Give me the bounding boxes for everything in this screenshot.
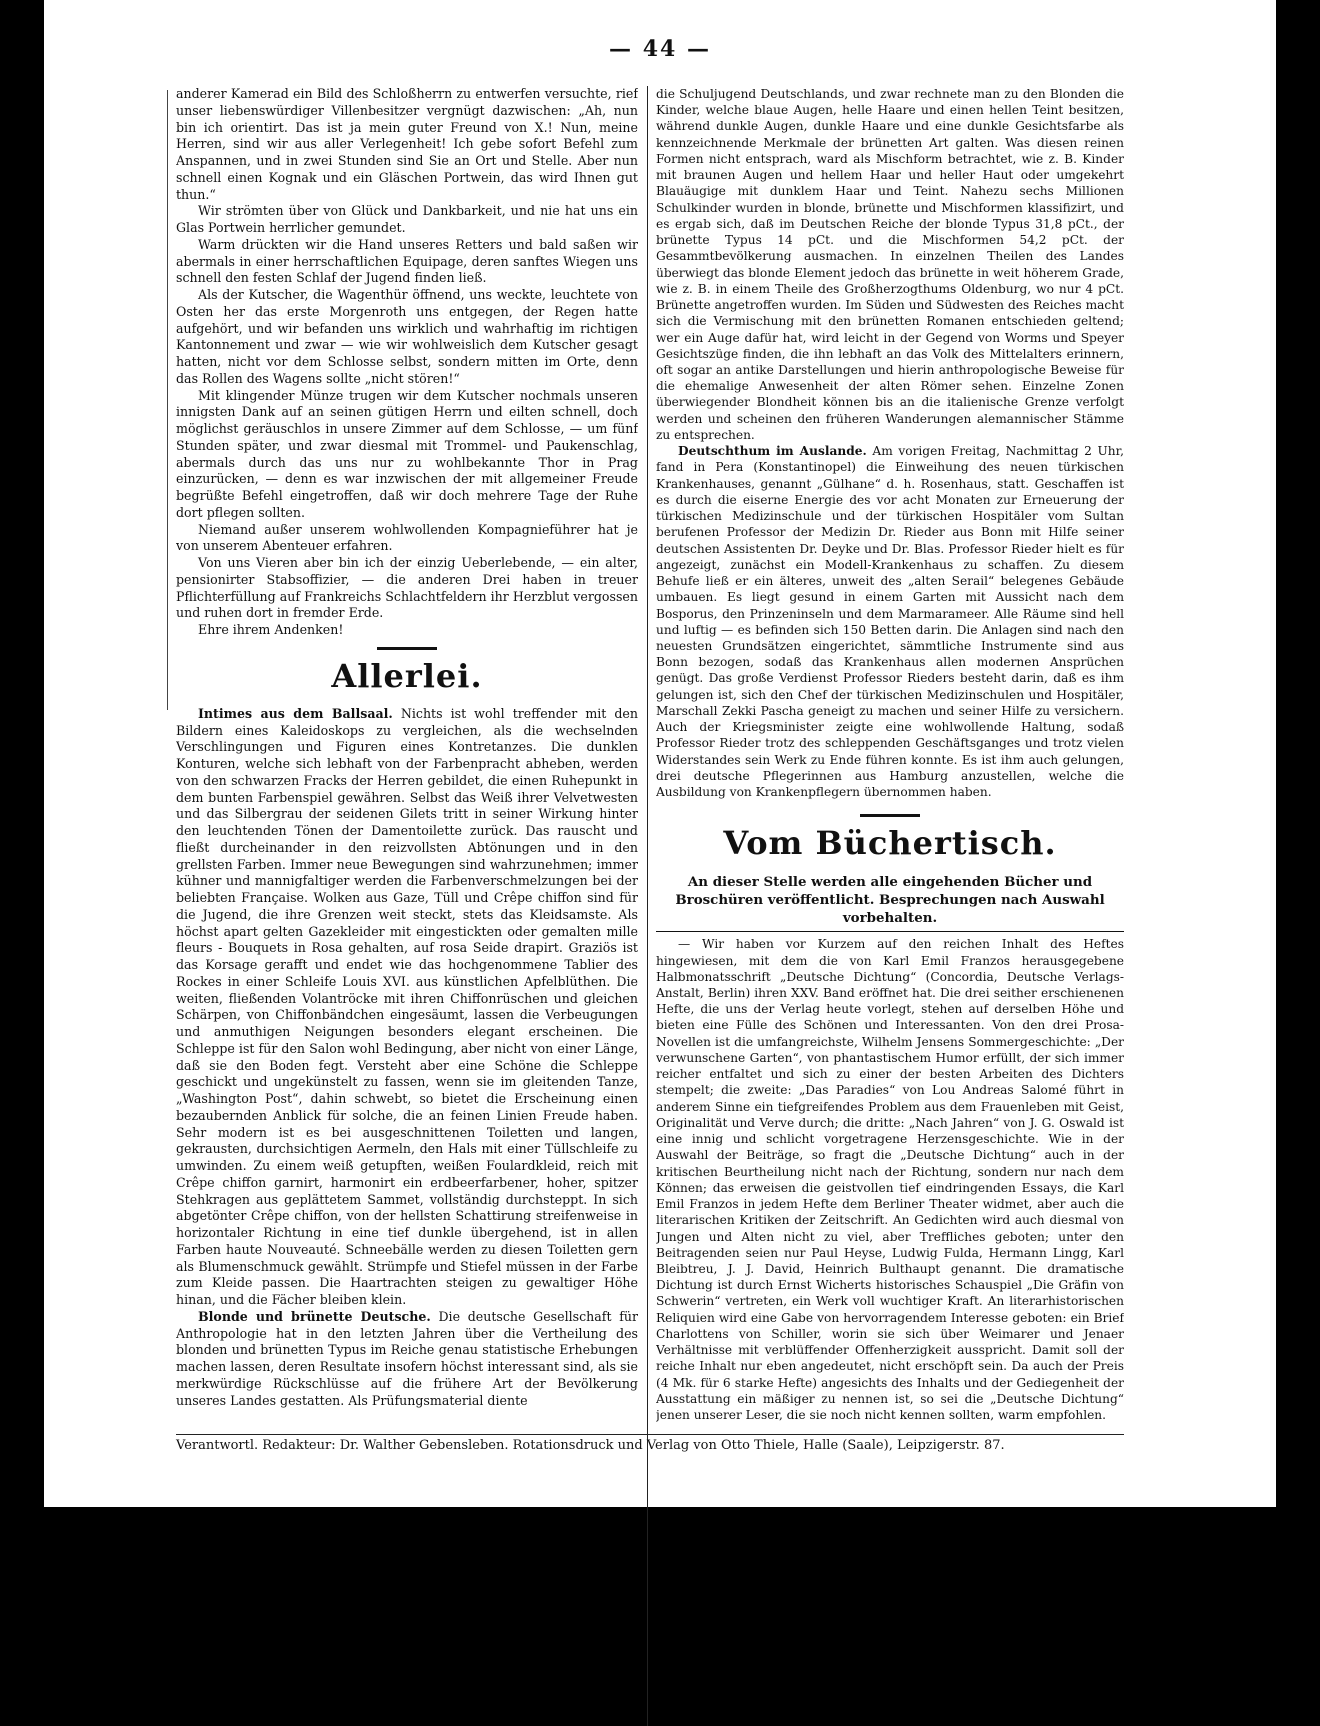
newspaper-page bbox=[44, 0, 1276, 1507]
article-body: Am vorigen Freitag, Nachmittag 2 Uhr, fand in Pera (Konstantinopel) die Einweihung des neuen türkischen Krankenhauses, genannt „Gülhane“ d. h. Rosenhaus, statt. Geschaffen ist es durch die eiserne Energie des vor acht Monaten zur Erneuerung der türkischen Medizinschule und der türkischen Hospitäler vom Sultan berufenen Professor der Medizin Dr. Rieder aus Bonn mit Hilfe seiner deutschen Assistenten Dr. Deyke und Dr. Blas. Professor Rieder hielt es für angezeigt, zunächst ein Modell-Krankenhaus zu schaffen. Zu diesem Behufe ließ er ein älteres, unweit des „alten Serail“ belegenes Gebäude umbauen. Es liegt gesund in einem Garten mit Aussicht nach dem Bosporus, den Prinzeninseln und dem Marmarameer. Alle Räume sind hell und luftig — es befinden sich 150 Betten darin. Die Anlagen sind nach den neuesten Grundsätzen eingerichtet, sämmtliche Instrumente sind aus Bonn bezogen, sodaß das Krankenhaus allen modernen Ansprüchen genügt. Das große Verdienst Professor Rieders besteht darin, daß es ihm gelungen ist, sich den Chef der türkischen Medizinschulen und Hospitäler, Marschall Zekki Pascha geneigt zu machen und seiner Hilfe zu versichern. Auch der Kriegsminister zeigte eine wohlwollende Haltung, sodaß Professor Rieder trotz des schleppenden Geschäftsganges und trotz vielen Widerstandes sein Werk zu Ende führen konnte. Es ist ihm auch gelungen, drei deutsche Pflegerinnen aus Hamburg anzustellen, welche die Ausbildung von Krankenpflegern übernommen haben. bbox=[656, 444, 1124, 800]
story-paragraph: Wir strömten über von Glück und Dankbarkeit, und nie hat uns ein Glas Portwein herrlicher gemundet. bbox=[176, 203, 638, 235]
story-paragraph: Mit klingender Münze trugen wir dem Kutscher nochmals unseren innigsten Dank auf an seinen gütigen Herrn und eilten schnell, doch möglichst geräuschlos in unsere Zimmer auf dem Schlosse, — um fünf Stunden später, und zwar diesmal mit Trommel- und Paukenschlag, abermals durch das uns nur zu wohlbekannte Thor in Prag einzurücken, — denn es war inzwischen der mit allgemeiner Freude begrüßte Befehl eingetroffen, daß wir doch mehrere Tage der Ruhe dort pflegen sollten. bbox=[176, 387, 638, 520]
article-lead: Intimes aus dem Ballsaal. bbox=[198, 705, 393, 721]
story-paragraph: Als der Kutscher, die Wagenthür öffnend, uns weckte, leuchtete von Osten her das erste Morgenroth uns entgegen, der Regen hatte aufgehört, und wir befanden uns wirklich und wahrhaftig im richtigen Kantonnement und zwar — wie wir wohlweislich dem Kutscher gesagt hatten, nicht vor dem Schlosse selbst, sondern mitten im Orte, denn das Rollen des Wagens sollte „nicht stören!“ bbox=[176, 287, 638, 386]
left-column bbox=[176, 86, 638, 1409]
article-lead: Deutschthum im Auslande. bbox=[678, 444, 867, 459]
story-paragraph: Ehre ihrem Andenken! bbox=[198, 622, 344, 637]
story-paragraph: anderer Kamerad ein Bild des Schloßherrn zu entwerfen versuchte, rief unser liebenswürdiger Villenbesitzer vergnügt dazwischen: „Ah, nun bin ich orientirt. Das ist ja mein guter Freund von X.! Nun, meine Herren, sind wir aus aller Verlegenheit! Ich gebe sofort Befehl zum Anspannen, und in zwei Stunden sind Sie an Ort und Stelle. Aber nun schnell einen Kognak und ein Gläschen Portwein, das wird Ihnen gut thun.“ bbox=[176, 86, 638, 202]
right-column bbox=[656, 86, 1124, 1423]
page-number: — 44 — bbox=[609, 36, 711, 62]
book-review: — Wir haben vor Kurzem auf den reichen Inhalt des Heftes hingewiesen, mit dem die von Karl Emil Franzos herausgegebene Halbmonatsschrift „Deutsche Dichtung“ (Concordia, Deutsche Verlags-Anstalt, Berlin) ihren XXV. Band eröffnet hat. Die drei seither erschienenen Hefte, die uns der Verlag heute vorlegt, stehen auf derselben Höhe und bieten eine Fülle des Schönen und Interessanten. Von den drei Prosa-Novellen ist die umfangreichste, Wilhelm Jensens Sommergeschichte: „Der verwunschene Garten“, von phantastischem Humor erfüllt, der sich immer reicher entfaltet und sich zu einer der besten Arbeiten des Dichters stempelt; die zweite: „Das Paradies“ von Lou Andreas Salomé führt in anderem Sinne ein tiefgreifendes Problem aus dem Frauenleben mit Geist, Originalität und Verve durch; die dritte: „Nach Jahren“ von J. G. Oswald ist eine innig und schlicht vorgetragene Herzensgeschichte. Wie in der Auswahl der Beiträge, so fragt die „Deutsche Dichtung“ auch in der kritischen Beurtheilung nicht nach der Richtung, sondern nur nach dem Können; das erweisen die geistvollen tief eindringenden Essays, die Karl Emil Franzos in jedem Hefte dem Berliner Theater widmet, aber auch die literarischen Kritiken der Zeitschrift. An Gedichten wird auch diesmal von Jungen und Alten nicht zu viel, aber Treffliches geboten; unter den Beitragenden seien nur Paul Heyse, Ludwig Fulda, Hermann Lingg, Karl Bleibtreu, J. J. David, Heinrich Bulthaupt genannt. Die dramatische Dichtung ist durch Ernst Wicherts historisches Schauspiel „Die Gräfin von Schwerin“ vertreten, ein Werk voll wuchtiger Kraft. An literarhistorischen Reliquien wird eine Gabe von hervorragendem Interesse geboten: ein Brief Charlottens von Schiller, worin sie sich über Weimarer und Jenaer Verhältnisse mit verblüffender Offenherzigkeit ausspricht. Damit soll der reiche Inhalt nur eben angedeutet, nicht erschöpft sein. Da auch der Preis (4 Mk. für 6 starke Hefte) angesichts des Inhalts und der Gediegenheit der Ausstattung ein mäßiger zu nennen ist, so sei die „Deutsche Dichtung“ jenen unserer Leser, die sie noch nicht kennen sollten, warm empfohlen. bbox=[656, 937, 1124, 1423]
article-continuation: die Schuljugend Deutschlands, und zwar rechnete man zu den Blonden die Kinder, welche blaue Augen, helle Haare und einen hellen Teint besitzen, während dunkle Augen, dunkle Haare und eine dunkle Gesichtsfarbe als kennzeichnende Merkmale der brünetten Art galten. Was diesen reinen Formen nicht entsprach, ward als Mischform betrachtet, wie z. B. Kinder mit braunen Augen und hellem Haar und heller Haut oder umgekehrt Blauäugige mit dunklem Haar und Teint. Nahezu sechs Millionen Schulkinder wurden in blonde, brünette und Mischformen klassifizirt, und es ergab sich, daß im Deutschen Reiche der blonde Typus 31,8 pCt., der brünette Typus 14 pCt. und die Mischformen 54,2 pCt. der Gesammtbevölkerung ausmachen. In einzelnen Theilen des Landes überwiegt das blonde Element jedoch das brünette in weit höherem Grade, wie z. B. in einem Theile des Großherzogthums Oldenburg, wo nur 4 pCt. Brünette angetroffen wurden. Im Süden und Südwesten des Reiches macht sich die Vermischung mit den brünetten Romanen entschieden geltend; wer ein Auge dafür hat, wird leicht in der Gegend von Worms und Speyer Gesichtszüge finden, die ihn lebhaft an das Volk des Mittelalters erinnern, oft sogar an antike Darstellungen und hierin anthropologische Beweise für die ehemalige Anwesenheit der alten Römer sehen. Einzelne Zonen überwiegender Blondheit können bis an die italienische Grenze verfolgt werden und scheinen den früheren Wanderungen alemannischer Stämme zu entsprechen. bbox=[656, 87, 1124, 442]
story-paragraph: Von uns Vieren aber bin ich der einzig Ueberlebende, — ein alter, pensionirter Stabsoffizier, — die anderen Drei haben in treuer Pflichterfüllung auf Frankreichs Schlachtfeldern ihr Herzblut vergossen und ruhen dort in fremder Erde. bbox=[176, 555, 638, 621]
column-divider bbox=[647, 86, 648, 1726]
left-margin-rule bbox=[167, 90, 168, 710]
article-intimes bbox=[176, 706, 638, 1309]
article-body: Die deutsche Gesellschaft für Anthropologie hat in den letzten Jahren über die Vertheilung des blonden und brünetten Typus im Reiche genau statistische Erhebungen machen lassen, deren Resultate insofern höchst interessant sind, als sie merkwürdige Rückschlüsse auf die frühere Art der Bevölkerung unseres Landes gestatten. Als Prüfungsmaterial diente bbox=[176, 1308, 638, 1408]
story-paragraph: Niemand außer unserem wohlwollenden Kompagnieführer hat je von unserem Abenteuer erfahren. bbox=[176, 521, 638, 554]
section-heading-allerlei: Allerlei. bbox=[331, 656, 483, 695]
article-blonde bbox=[176, 1309, 638, 1410]
section-divider bbox=[377, 647, 437, 650]
editorial-notice: An dieser Stelle werden alle eingehenden Bücher und Broschüren veröffentlicht. Besprechungen nach Auswahl vorbehalten. bbox=[675, 874, 1105, 927]
notice-rule bbox=[656, 931, 1124, 932]
section-divider bbox=[860, 814, 920, 817]
story-paragraph: Warm drückten wir die Hand unseres Retters und bald saßen wir abermals in einer herrschaftlichen Equipage, deren sanftes Wiegen uns schnell den festen Schlaf der Jugend finden ließ. bbox=[176, 236, 638, 286]
imprint-footer: Verantwortl. Redakteur: Dr. Walther Gebensleben. Rotationsdruck und Verlag von Otto Thiele, Halle (Saale), Leipzigerstr. 87. bbox=[176, 1434, 1124, 1455]
article-lead: Blonde und brünette Deutsche. bbox=[198, 1308, 431, 1324]
article-auslande bbox=[656, 443, 1124, 800]
article-body: Nichts ist wohl treffender mit den Bildern eines Kaleidoskops zu vergleichen, als die wechselnden Verschlingungen und Figuren eines Kontretanzes. Die dunklen Konturen, welche sich lebhaft von der Farbenpracht abheben, werden von den schwarzen Fracks der Herren gebildet, die einen Ruhepunkt in dem bunten Farbenspiel gewähren. Selbst das Weiß ihrer Velvetwesten und das Silbergrau der seidenen Gilets tritt in seiner Wirkung hinter den leuchtenden Tönen der Damentoilette zurück. Das rauscht und fließt durcheinander in den reizvollsten Abtönungen und in den grellsten Farben. Immer neue Bewegungen sind wahrzunehmen; immer kühner und mannigfaltiger werden die Farbenverschmelzungen bei der beliebten Française. Wolken aus Gaze, Tüll und Crêpe chiffon sind für die Jugend, die ihre Grenzen weit steckt, stets das Kleidsamste. Als höchst apart gelten Gazekleider mit eingestickten oder gemalten mille fleurs - Bouquets in Rosa gehalten, auf rosa Seide drapirt. Graziös ist das Korsage gerafft und endet wie das hochgenommene Tablier des Rockes in einer Schleife Louis XVI. aus künstlichen Apfelblüthen. Die weiten, fließenden Volantröcke mit ihren Chiffonrüschen und gleichen Schärpen, von Chiffonbändchen eingesäumt, lassen die Verbeugungen und anmuthigen Neigungen besonders elegant erscheinen. Die Schleppe ist für den Salon wohl Bedingung, aber nicht von einer Länge, daß sie den Boden fegt. Versteht aber eine Schöne die Schleppe geschickt und ungekünstelt zu fassen, wenn sie im gleitenden Tanze, „Washington Post“, dahin schwebt, so bietet die Erscheinung einen bezaubernden Anblick für solche, die an feinen Linien Freude haben. Sehr modern ist es bei ausgeschnittenen Toiletten und langen, gekrausten, durchsichtigen Aermeln, den Hals mit einer Tüllschleife zu umwinden. Zu einem weiß getupften, weißen Foulardkleid, reich mit Crêpe chiffon garnirt, harmonirt ein erdbeerfarbener, hoher, spitzer Stehkragen aus geplättetem Sammet, vollständig durchsteppt. In sich abgetönter Crêpe chiffon, von der hellsten Schattirung streifenweise in horizontaler Richtung in eine tief dunkle übergehend, ist in allen Farben haute Nouveauté. Schneebälle werden zu diesen Toiletten gern als Blumenschmuck gewählt. Strümpfe und Stiefel müssen in der Farbe zum Kleide passen. Die Haartrachten steigen zu gewaltiger Höhe hinan, und die Fächer bleiben klein. bbox=[176, 705, 638, 1307]
section-heading-buechertisch: Vom Büchertisch. bbox=[723, 824, 1057, 863]
